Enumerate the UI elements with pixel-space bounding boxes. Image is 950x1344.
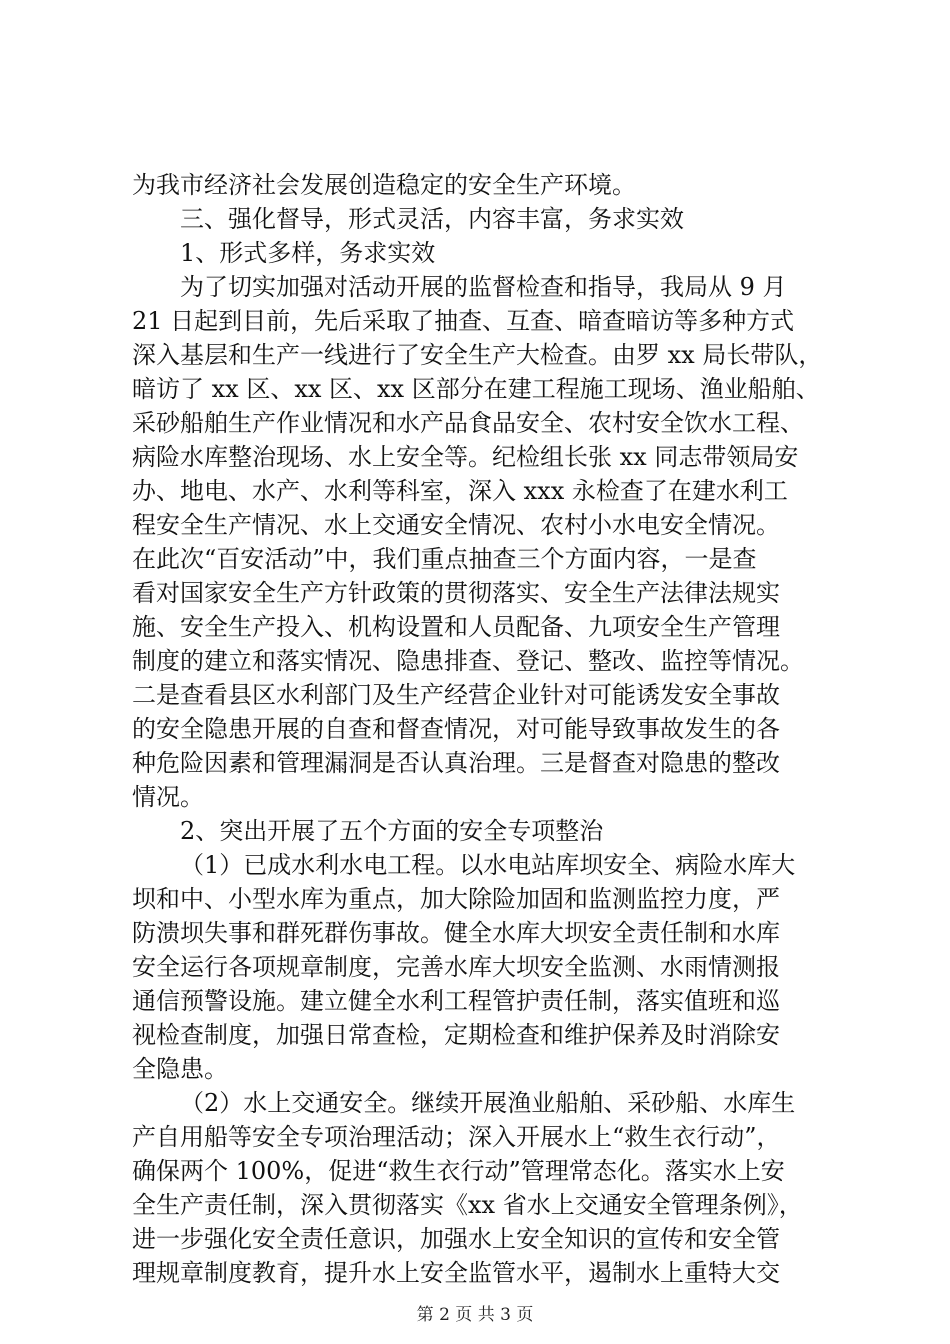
text-line: 三、强化督导，形式灵活，内容丰富，务求实效 [180, 205, 684, 233]
text-line: 深入基层和生产一线进行了安全生产大检查。由罗 xx 局长带队， [132, 341, 823, 369]
text-line: 进一步强化安全责任意识，加强水上安全知识的宣传和安全管 [132, 1225, 780, 1253]
text-line: 确保两个 100%，促进“救生衣行动”管理常态化。落实水上安 [132, 1157, 785, 1185]
text-line: 坝和中、小型水库为重点，加大除险加固和监测监控力度，严 [132, 885, 780, 913]
text-line: 视检查制度，加强日常查检，定期检查和维护保养及时消除安 [132, 1021, 780, 1049]
text-line: 二是查看县区水利部门及生产经营企业针对可能诱发安全事故 [132, 681, 780, 709]
text-line: 全隐患。 [132, 1055, 228, 1083]
text-line: 21 日起到目前，先后采取了抽查、互查、暗查暗访等多种方式 [132, 307, 795, 335]
text-line: 通信预警设施。建立健全水利工程管护责任制，落实值班和巡 [132, 987, 780, 1015]
text-line: 施、安全生产投入、机构设置和人员配备、九项安全生产管理 [132, 613, 780, 641]
text-line: 在此次“百安活动”中，我们重点抽查三个方面内容，一是查 [132, 545, 757, 573]
text-line: 制度的建立和落实情况、隐患排查、登记、整改、监控等情况。 [132, 647, 804, 675]
text-line: 程安全生产情况、水上交通安全情况、农村小水电安全情况。 [132, 511, 780, 539]
text-line: 为我市经济社会发展创造稳定的安全生产环境。 [132, 171, 636, 199]
text-line: 2、突出开展了五个方面的安全专项整治 [180, 817, 604, 845]
document-body [132, 168, 832, 1290]
text-line: 情况。 [132, 783, 204, 811]
text-line: 为了切实加强对活动开展的监督检查和指导，我局从 9 月 [180, 273, 787, 301]
text-line: 的安全隐患开展的自查和督查情况，对可能导致事故发生的各 [132, 715, 780, 743]
text-line: 种危险因素和管理漏洞是否认真治理。三是督查对隐患的整改 [132, 749, 780, 777]
page-number-footer: 第 2 页 共 3 页 [416, 1305, 534, 1325]
text-line: 采砂船舶生产作业情况和水产品食品安全、农村安全饮水工程、 [132, 409, 804, 437]
text-line: 暗访了 xx 区、xx 区、xx 区部分在建工程施工现场、渔业船舶、 [132, 375, 820, 403]
text-line: 理规章制度教育，提升水上安全监管水平，遏制水上重特大交 [132, 1259, 780, 1287]
text-line: 产自用船等安全专项治理活动；深入开展水上“救生衣行动”， [132, 1123, 781, 1151]
text-line: 办、地电、水产、水利等科室，深入 xxx 永检查了在建水利工 [132, 477, 788, 505]
text-line: 1、形式多样，务求实效 [180, 239, 436, 267]
text-line: 全生产责任制，深入贯彻落实《xx 省水上交通安全管理条例》， [132, 1191, 803, 1219]
text-line: 安全运行各项规章制度，完善水库大坝安全监测、水雨情测报 [132, 953, 780, 981]
text-line: 看对国家安全生产方针政策的贯彻落实、安全生产法律法规实 [132, 579, 780, 607]
text-line: （1）已成水利水电工程。以水电站库坝安全、病险水库大 [180, 851, 796, 879]
text-line: 防溃坝失事和群死群伤事故。健全水库大坝安全责任制和水库 [132, 919, 780, 947]
text-line: 病险水库整治现场、水上安全等。纪检组长张 xx 同志带领局安 [132, 443, 799, 471]
text-line: （2）水上交通安全。继续开展渔业船舶、采砂船、水库生 [180, 1089, 796, 1117]
